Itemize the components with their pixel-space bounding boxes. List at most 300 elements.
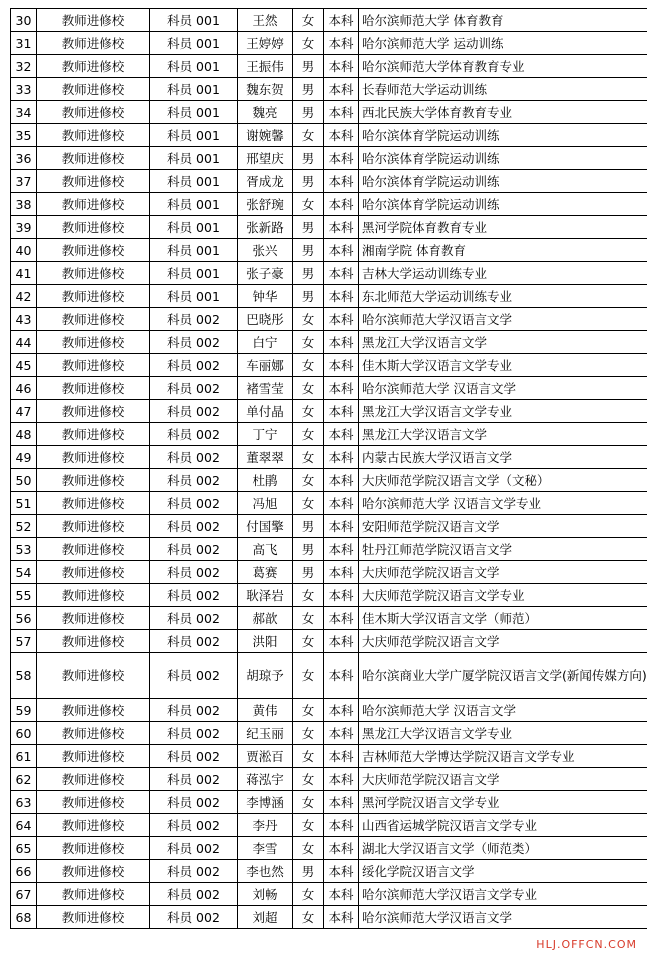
row-number-cell: 35 <box>11 124 37 147</box>
education-cell: 本科 <box>324 78 359 101</box>
unit-cell: 教师进修校 <box>37 147 150 170</box>
row-number-cell: 66 <box>11 860 37 883</box>
unit-cell: 教师进修校 <box>37 860 150 883</box>
school-major-cell: 哈尔滨师范大学汉语言文学专业 <box>359 883 647 906</box>
candidate-name-cell: 葛赛 <box>238 561 293 584</box>
table-row <box>11 699 647 722</box>
unit-cell: 教师进修校 <box>37 561 150 584</box>
position-code-cell: 科员 002 <box>150 745 238 768</box>
row-number-cell: 61 <box>11 745 37 768</box>
education-cell: 本科 <box>324 32 359 55</box>
row-number-cell: 53 <box>11 538 37 561</box>
education-cell: 本科 <box>324 124 359 147</box>
row-number-cell: 30 <box>11 9 37 32</box>
education-cell: 本科 <box>324 147 359 170</box>
unit-cell: 教师进修校 <box>37 722 150 745</box>
gender-cell: 女 <box>293 837 324 860</box>
row-number-cell: 39 <box>11 216 37 239</box>
row-number-cell: 50 <box>11 469 37 492</box>
position-code-cell: 科员 002 <box>150 354 238 377</box>
gender-cell: 女 <box>293 722 324 745</box>
position-code-cell: 科员 001 <box>150 9 238 32</box>
gender-cell: 女 <box>293 446 324 469</box>
position-code-cell: 科员 001 <box>150 216 238 239</box>
gender-cell: 女 <box>293 584 324 607</box>
row-number-cell: 48 <box>11 423 37 446</box>
unit-cell: 教师进修校 <box>37 446 150 469</box>
unit-cell: 教师进修校 <box>37 170 150 193</box>
education-cell: 本科 <box>324 538 359 561</box>
table-row <box>11 906 647 929</box>
education-cell: 本科 <box>324 193 359 216</box>
position-code-cell: 科员 001 <box>150 239 238 262</box>
candidate-table <box>10 8 647 929</box>
position-code-cell: 科员 002 <box>150 699 238 722</box>
education-cell: 本科 <box>324 262 359 285</box>
site-watermark: HLJ.OFFCN.COM <box>536 938 637 951</box>
table-row <box>11 377 647 400</box>
unit-cell: 教师进修校 <box>37 124 150 147</box>
unit-cell: 教师进修校 <box>37 906 150 929</box>
gender-cell: 女 <box>293 377 324 400</box>
school-major-cell: 吉林大学运动训练专业 <box>359 262 647 285</box>
position-code-cell: 科员 002 <box>150 653 238 699</box>
gender-cell: 男 <box>293 147 324 170</box>
position-code-cell: 科员 002 <box>150 860 238 883</box>
row-number-cell: 59 <box>11 699 37 722</box>
table-row <box>11 354 647 377</box>
school-major-cell: 黑河学院体育教育专业 <box>359 216 647 239</box>
gender-cell: 女 <box>293 906 324 929</box>
gender-cell: 女 <box>293 791 324 814</box>
unit-cell: 教师进修校 <box>37 630 150 653</box>
education-cell: 本科 <box>324 423 359 446</box>
candidate-name-cell: 邢望庆 <box>238 147 293 170</box>
education-cell: 本科 <box>324 883 359 906</box>
row-number-cell: 45 <box>11 354 37 377</box>
gender-cell: 女 <box>293 492 324 515</box>
school-major-cell: 绥化学院汉语言文学 <box>359 860 647 883</box>
education-cell: 本科 <box>324 630 359 653</box>
table-row <box>11 308 647 331</box>
row-number-cell: 49 <box>11 446 37 469</box>
education-cell: 本科 <box>324 561 359 584</box>
school-major-cell: 安阳师范学院汉语言文学 <box>359 515 647 538</box>
table-row <box>11 722 647 745</box>
position-code-cell: 科员 002 <box>150 492 238 515</box>
school-major-cell: 哈尔滨师范大学 运动训练 <box>359 32 647 55</box>
row-number-cell: 54 <box>11 561 37 584</box>
row-number-cell: 46 <box>11 377 37 400</box>
school-major-cell: 内蒙古民族大学汉语言文学 <box>359 446 647 469</box>
table-row <box>11 124 647 147</box>
unit-cell: 教师进修校 <box>37 400 150 423</box>
school-major-cell: 哈尔滨师范大学 汉语言文学专业 <box>359 492 647 515</box>
education-cell: 本科 <box>324 170 359 193</box>
row-number-cell: 32 <box>11 55 37 78</box>
table-row <box>11 515 647 538</box>
gender-cell: 女 <box>293 354 324 377</box>
education-cell: 本科 <box>324 653 359 699</box>
table-row <box>11 837 647 860</box>
school-major-cell: 黑龙江大学汉语言文学 <box>359 423 647 446</box>
candidate-name-cell: 纪玉丽 <box>238 722 293 745</box>
position-code-cell: 科员 002 <box>150 469 238 492</box>
gender-cell: 女 <box>293 814 324 837</box>
row-number-cell: 64 <box>11 814 37 837</box>
candidate-name-cell: 胡琼予 <box>238 653 293 699</box>
gender-cell: 女 <box>293 124 324 147</box>
education-cell: 本科 <box>324 722 359 745</box>
table-row <box>11 653 647 699</box>
school-major-cell: 大庆师范学院汉语言文学（文秘） <box>359 469 647 492</box>
table-row <box>11 331 647 354</box>
gender-cell: 男 <box>293 285 324 308</box>
position-code-cell: 科员 002 <box>150 584 238 607</box>
school-major-cell: 西北民族大学体育教育专业 <box>359 101 647 124</box>
position-code-cell: 科员 001 <box>150 55 238 78</box>
gender-cell: 男 <box>293 515 324 538</box>
education-cell: 本科 <box>324 354 359 377</box>
candidate-name-cell: 魏亮 <box>238 101 293 124</box>
table-row <box>11 584 647 607</box>
table-row <box>11 814 647 837</box>
candidate-name-cell: 张舒琬 <box>238 193 293 216</box>
table-row <box>11 538 647 561</box>
row-number-cell: 38 <box>11 193 37 216</box>
unit-cell: 教师进修校 <box>37 216 150 239</box>
candidate-name-cell: 董翠翠 <box>238 446 293 469</box>
education-cell: 本科 <box>324 584 359 607</box>
candidate-name-cell: 黄伟 <box>238 699 293 722</box>
candidate-name-cell: 谢婉馨 <box>238 124 293 147</box>
candidate-table-body <box>11 9 647 929</box>
candidate-name-cell: 耿泽岩 <box>238 584 293 607</box>
table-row <box>11 446 647 469</box>
table-row <box>11 607 647 630</box>
gender-cell: 女 <box>293 883 324 906</box>
candidate-name-cell: 张兴 <box>238 239 293 262</box>
unit-cell: 教师进修校 <box>37 9 150 32</box>
gender-cell: 女 <box>293 308 324 331</box>
gender-cell: 女 <box>293 607 324 630</box>
table-row <box>11 768 647 791</box>
candidate-name-cell: 丁宁 <box>238 423 293 446</box>
table-row <box>11 216 647 239</box>
unit-cell: 教师进修校 <box>37 262 150 285</box>
row-number-cell: 36 <box>11 147 37 170</box>
position-code-cell: 科员 002 <box>150 883 238 906</box>
position-code-cell: 科员 002 <box>150 538 238 561</box>
education-cell: 本科 <box>324 239 359 262</box>
candidate-name-cell: 白宁 <box>238 331 293 354</box>
education-cell: 本科 <box>324 768 359 791</box>
unit-cell: 教师进修校 <box>37 285 150 308</box>
gender-cell: 女 <box>293 699 324 722</box>
table-row <box>11 78 647 101</box>
candidate-name-cell: 李博涵 <box>238 791 293 814</box>
candidate-name-cell: 洪阳 <box>238 630 293 653</box>
education-cell: 本科 <box>324 469 359 492</box>
candidate-name-cell: 张新路 <box>238 216 293 239</box>
education-cell: 本科 <box>324 745 359 768</box>
position-code-cell: 科员 002 <box>150 446 238 469</box>
candidate-name-cell: 魏东贺 <box>238 78 293 101</box>
education-cell: 本科 <box>324 216 359 239</box>
position-code-cell: 科员 002 <box>150 515 238 538</box>
position-code-cell: 科员 001 <box>150 170 238 193</box>
unit-cell: 教师进修校 <box>37 331 150 354</box>
education-cell: 本科 <box>324 377 359 400</box>
unit-cell: 教师进修校 <box>37 239 150 262</box>
education-cell: 本科 <box>324 308 359 331</box>
unit-cell: 教师进修校 <box>37 308 150 331</box>
unit-cell: 教师进修校 <box>37 55 150 78</box>
gender-cell: 男 <box>293 170 324 193</box>
candidate-name-cell: 李雪 <box>238 837 293 860</box>
table-row <box>11 561 647 584</box>
school-major-cell: 佳木斯大学汉语言文学专业 <box>359 354 647 377</box>
position-code-cell: 科员 002 <box>150 377 238 400</box>
position-code-cell: 科员 002 <box>150 561 238 584</box>
unit-cell: 教师进修校 <box>37 768 150 791</box>
table-row <box>11 492 647 515</box>
row-number-cell: 57 <box>11 630 37 653</box>
table-row <box>11 101 647 124</box>
unit-cell: 教师进修校 <box>37 423 150 446</box>
candidate-name-cell: 巴晓彤 <box>238 308 293 331</box>
school-major-cell: 哈尔滨体育学院运动训练 <box>359 193 647 216</box>
school-major-cell: 黑龙江大学汉语言文学专业 <box>359 722 647 745</box>
row-number-cell: 62 <box>11 768 37 791</box>
education-cell: 本科 <box>324 814 359 837</box>
gender-cell: 女 <box>293 400 324 423</box>
education-cell: 本科 <box>324 837 359 860</box>
position-code-cell: 科员 002 <box>150 906 238 929</box>
row-number-cell: 37 <box>11 170 37 193</box>
table-row <box>11 400 647 423</box>
table-row <box>11 262 647 285</box>
school-major-cell: 大庆师范学院汉语言文学 <box>359 630 647 653</box>
table-row <box>11 55 647 78</box>
gender-cell: 女 <box>293 423 324 446</box>
candidate-list-sheet <box>10 8 647 929</box>
position-code-cell: 科员 001 <box>150 285 238 308</box>
school-major-cell: 黑龙江大学汉语言文学 <box>359 331 647 354</box>
candidate-name-cell: 车丽娜 <box>238 354 293 377</box>
candidate-name-cell: 高飞 <box>238 538 293 561</box>
table-row <box>11 32 647 55</box>
unit-cell: 教师进修校 <box>37 78 150 101</box>
gender-cell: 女 <box>293 469 324 492</box>
unit-cell: 教师进修校 <box>37 469 150 492</box>
unit-cell: 教师进修校 <box>37 354 150 377</box>
unit-cell: 教师进修校 <box>37 699 150 722</box>
candidate-name-cell: 刘超 <box>238 906 293 929</box>
gender-cell: 男 <box>293 561 324 584</box>
school-major-cell: 哈尔滨商业大学广厦学院汉语言文学(新闻传媒方向) <box>359 653 647 699</box>
candidate-name-cell: 张子豪 <box>238 262 293 285</box>
unit-cell: 教师进修校 <box>37 791 150 814</box>
table-row <box>11 883 647 906</box>
candidate-name-cell: 单付晶 <box>238 400 293 423</box>
candidate-name-cell: 李丹 <box>238 814 293 837</box>
unit-cell: 教师进修校 <box>37 584 150 607</box>
position-code-cell: 科员 001 <box>150 101 238 124</box>
row-number-cell: 40 <box>11 239 37 262</box>
school-major-cell: 大庆师范学院汉语言文学专业 <box>359 584 647 607</box>
gender-cell: 女 <box>293 331 324 354</box>
gender-cell: 男 <box>293 78 324 101</box>
row-number-cell: 55 <box>11 584 37 607</box>
row-number-cell: 58 <box>11 653 37 699</box>
school-major-cell: 哈尔滨体育学院运动训练 <box>359 170 647 193</box>
table-row <box>11 285 647 308</box>
row-number-cell: 44 <box>11 331 37 354</box>
candidate-name-cell: 王然 <box>238 9 293 32</box>
table-row <box>11 745 647 768</box>
position-code-cell: 科员 002 <box>150 630 238 653</box>
education-cell: 本科 <box>324 285 359 308</box>
unit-cell: 教师进修校 <box>37 653 150 699</box>
education-cell: 本科 <box>324 446 359 469</box>
gender-cell: 女 <box>293 768 324 791</box>
school-major-cell: 牡丹江师范学院汉语言文学 <box>359 538 647 561</box>
row-number-cell: 67 <box>11 883 37 906</box>
table-row <box>11 469 647 492</box>
candidate-name-cell: 蒋泓宇 <box>238 768 293 791</box>
unit-cell: 教师进修校 <box>37 377 150 400</box>
row-number-cell: 51 <box>11 492 37 515</box>
position-code-cell: 科员 002 <box>150 791 238 814</box>
position-code-cell: 科员 002 <box>150 768 238 791</box>
candidate-name-cell: 王婷婷 <box>238 32 293 55</box>
school-major-cell: 哈尔滨体育学院运动训练 <box>359 124 647 147</box>
unit-cell: 教师进修校 <box>37 193 150 216</box>
education-cell: 本科 <box>324 492 359 515</box>
gender-cell: 男 <box>293 239 324 262</box>
row-number-cell: 68 <box>11 906 37 929</box>
table-row <box>11 791 647 814</box>
position-code-cell: 科员 002 <box>150 814 238 837</box>
education-cell: 本科 <box>324 400 359 423</box>
gender-cell: 女 <box>293 9 324 32</box>
table-row <box>11 170 647 193</box>
candidate-name-cell: 李也然 <box>238 860 293 883</box>
school-major-cell: 哈尔滨师范大学汉语言文学 <box>359 308 647 331</box>
education-cell: 本科 <box>324 9 359 32</box>
row-number-cell: 47 <box>11 400 37 423</box>
education-cell: 本科 <box>324 607 359 630</box>
position-code-cell: 科员 002 <box>150 331 238 354</box>
gender-cell: 女 <box>293 32 324 55</box>
position-code-cell: 科员 002 <box>150 308 238 331</box>
school-major-cell: 哈尔滨师范大学汉语言文学 <box>359 906 647 929</box>
school-major-cell: 大庆师范学院汉语言文学 <box>359 768 647 791</box>
school-major-cell: 大庆师范学院汉语言文学 <box>359 561 647 584</box>
unit-cell: 教师进修校 <box>37 745 150 768</box>
school-major-cell: 哈尔滨体育学院运动训练 <box>359 147 647 170</box>
position-code-cell: 科员 001 <box>150 124 238 147</box>
candidate-name-cell: 钟华 <box>238 285 293 308</box>
school-major-cell: 山西省运城学院汉语言文学专业 <box>359 814 647 837</box>
education-cell: 本科 <box>324 860 359 883</box>
unit-cell: 教师进修校 <box>37 814 150 837</box>
position-code-cell: 科员 001 <box>150 193 238 216</box>
row-number-cell: 42 <box>11 285 37 308</box>
row-number-cell: 65 <box>11 837 37 860</box>
school-major-cell: 湘南学院 体育教育 <box>359 239 647 262</box>
position-code-cell: 科员 001 <box>150 147 238 170</box>
gender-cell: 男 <box>293 262 324 285</box>
education-cell: 本科 <box>324 55 359 78</box>
candidate-name-cell: 付国擎 <box>238 515 293 538</box>
unit-cell: 教师进修校 <box>37 101 150 124</box>
position-code-cell: 科员 002 <box>150 400 238 423</box>
education-cell: 本科 <box>324 331 359 354</box>
candidate-name-cell: 郝歆 <box>238 607 293 630</box>
table-row <box>11 193 647 216</box>
position-code-cell: 科员 001 <box>150 32 238 55</box>
position-code-cell: 科员 001 <box>150 262 238 285</box>
table-row <box>11 423 647 446</box>
candidate-name-cell: 冯旭 <box>238 492 293 515</box>
candidate-name-cell: 杜鹃 <box>238 469 293 492</box>
gender-cell: 男 <box>293 216 324 239</box>
education-cell: 本科 <box>324 515 359 538</box>
candidate-name-cell: 刘畅 <box>238 883 293 906</box>
unit-cell: 教师进修校 <box>37 883 150 906</box>
gender-cell: 女 <box>293 653 324 699</box>
table-row <box>11 147 647 170</box>
gender-cell: 男 <box>293 55 324 78</box>
candidate-name-cell: 胥成龙 <box>238 170 293 193</box>
gender-cell: 女 <box>293 193 324 216</box>
school-major-cell: 黑龙江大学汉语言文学专业 <box>359 400 647 423</box>
table-row <box>11 9 647 32</box>
gender-cell: 男 <box>293 538 324 561</box>
position-code-cell: 科员 002 <box>150 722 238 745</box>
unit-cell: 教师进修校 <box>37 538 150 561</box>
row-number-cell: 33 <box>11 78 37 101</box>
candidate-name-cell: 王振伟 <box>238 55 293 78</box>
position-code-cell: 科员 002 <box>150 423 238 446</box>
education-cell: 本科 <box>324 101 359 124</box>
school-major-cell: 黑河学院汉语言文学专业 <box>359 791 647 814</box>
table-row <box>11 630 647 653</box>
school-major-cell: 吉林师范大学博达学院汉语言文学专业 <box>359 745 647 768</box>
row-number-cell: 60 <box>11 722 37 745</box>
table-row <box>11 239 647 262</box>
row-number-cell: 56 <box>11 607 37 630</box>
position-code-cell: 科员 001 <box>150 78 238 101</box>
unit-cell: 教师进修校 <box>37 607 150 630</box>
table-row <box>11 860 647 883</box>
gender-cell: 男 <box>293 101 324 124</box>
unit-cell: 教师进修校 <box>37 32 150 55</box>
school-major-cell: 长春师范大学运动训练 <box>359 78 647 101</box>
school-major-cell: 哈尔滨师范大学体育教育专业 <box>359 55 647 78</box>
row-number-cell: 31 <box>11 32 37 55</box>
school-major-cell: 哈尔滨师范大学 体育教育 <box>359 9 647 32</box>
row-number-cell: 41 <box>11 262 37 285</box>
row-number-cell: 43 <box>11 308 37 331</box>
unit-cell: 教师进修校 <box>37 837 150 860</box>
school-major-cell: 哈尔滨师范大学 汉语言文学 <box>359 377 647 400</box>
education-cell: 本科 <box>324 906 359 929</box>
candidate-name-cell: 贾淞百 <box>238 745 293 768</box>
gender-cell: 男 <box>293 860 324 883</box>
